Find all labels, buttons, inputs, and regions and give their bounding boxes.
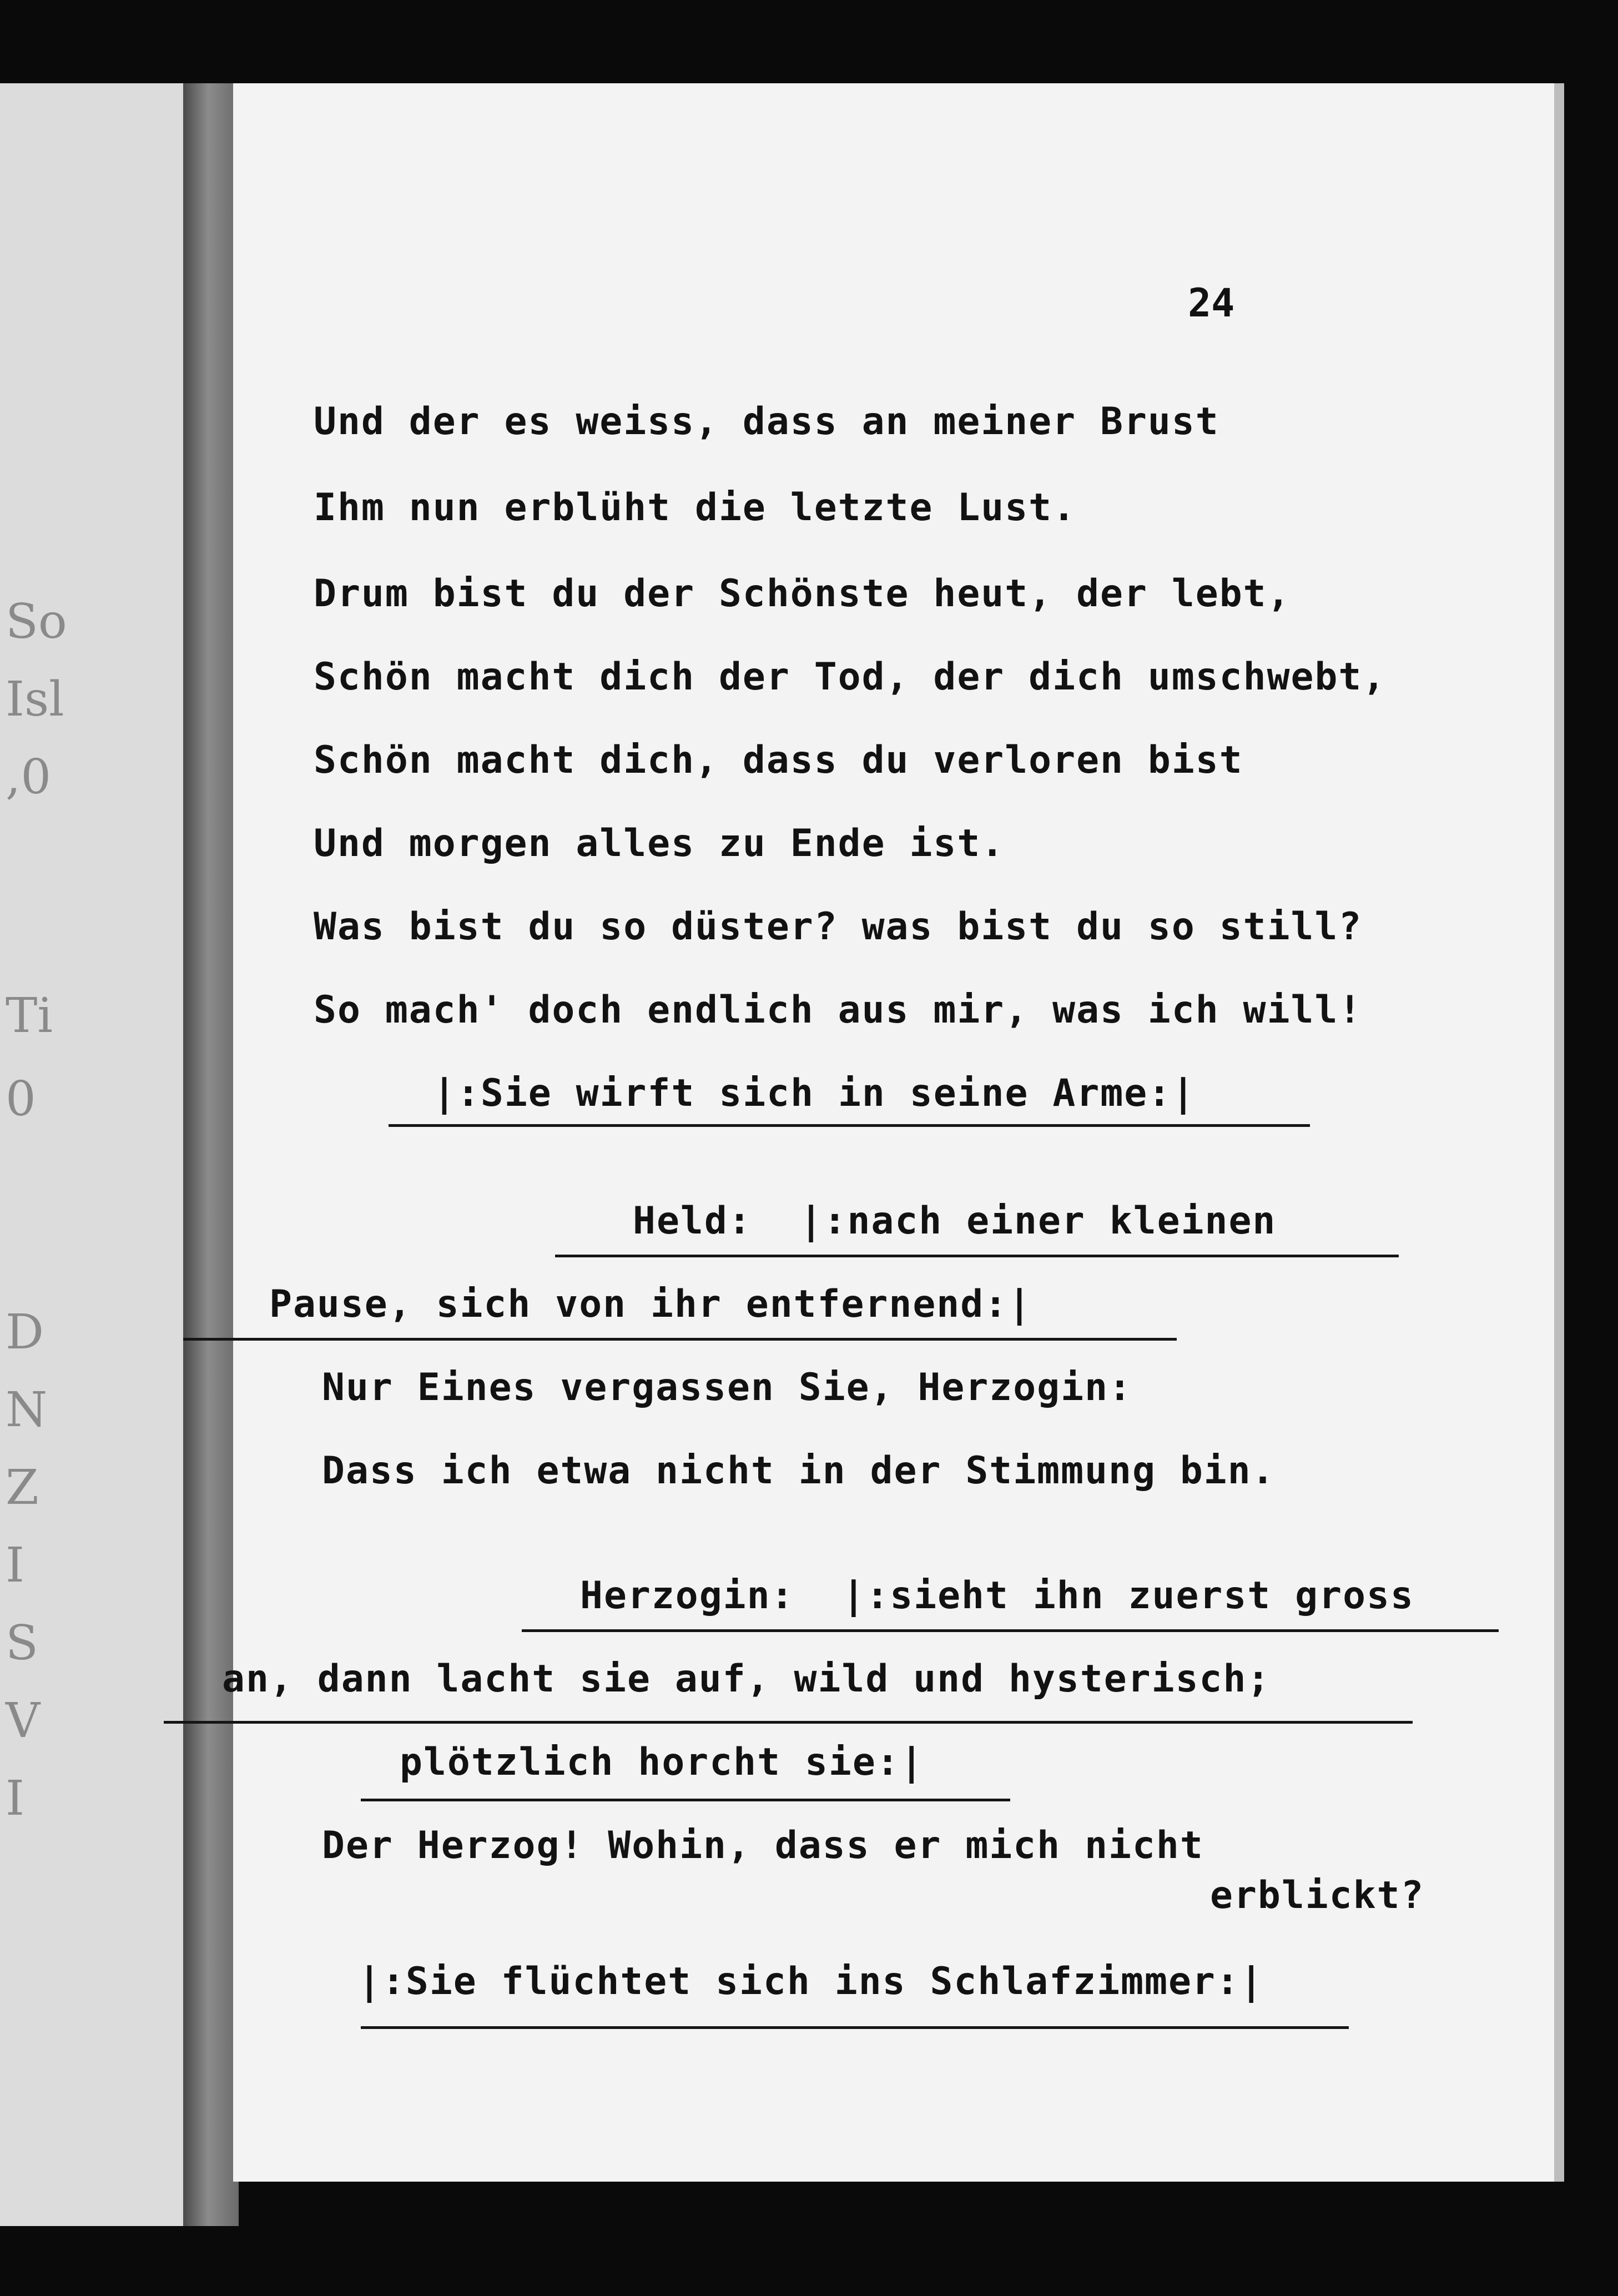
left-page-fragment: 0 [6, 1071, 36, 1127]
stage-direction: an, dann lacht sie auf, wild und hysterisch; [222, 1657, 1271, 1701]
underline-rule [183, 1338, 1177, 1341]
text-line: erblickt? [1210, 1874, 1425, 1917]
underline-rule [389, 1124, 1310, 1127]
text-line: Dass ich etwa nicht in der Stimmung bin. [322, 1449, 1276, 1493]
left-page-fragment: D [6, 1305, 44, 1360]
text-line: Schön macht dich der Tod, der dich umschwebt, [314, 655, 1387, 699]
underline-rule [361, 1799, 1010, 1801]
stage-direction: plötzlich horcht sie:| [400, 1740, 924, 1784]
text-line: Drum bist du der Schönste heut, der lebt, [314, 572, 1291, 616]
left-page-fragment: Ti [6, 988, 53, 1044]
underline-rule [361, 2026, 1349, 2029]
left-page-fragment: ,0 [6, 749, 52, 805]
stage-direction: Pause, sich von ihr entfernend:| [269, 1282, 1032, 1326]
left-page-fragment: I [6, 1538, 24, 1593]
left-page-fragment: N [6, 1382, 48, 1438]
text-line: Der Herzog! Wohin, dass er mich nicht [322, 1824, 1204, 1867]
text-line: Nur Eines vergassen Sie, Herzogin: [322, 1366, 1132, 1409]
speaker-line: Herzogin: |:sieht ihn zuerst gross [580, 1574, 1414, 1618]
left-page-fragment: Z [6, 1460, 39, 1515]
left-page-fragment: Isl [6, 672, 64, 727]
text-line: Und der es weiss, dass an meiner Brust [314, 400, 1219, 444]
page-number: 24 [1188, 280, 1235, 326]
underline-rule [522, 1629, 1499, 1632]
left-page-fragment: So [6, 594, 67, 649]
text-line: Ihm nun erblüht die letzte Lust. [314, 486, 1077, 530]
underline-rule [555, 1255, 1399, 1257]
stage-direction: |:Sie wirft sich in seine Arme:| [433, 1071, 1196, 1115]
left-page-edge [0, 83, 183, 2226]
left-page-fragment: I [6, 1771, 24, 1826]
underline-rule [164, 1721, 1413, 1724]
speaker-line: Held: |:nach einer kleinen [633, 1199, 1277, 1243]
stage-direction: |:Sie flüchtet sich ins Schlafzimmer:| [358, 1960, 1264, 2003]
text-line: Was bist du so düster? was bist du so still? [314, 905, 1363, 949]
text-line: So mach' doch endlich aus mir, was ich will! [314, 988, 1363, 1032]
left-page-fragment: V [6, 1693, 41, 1749]
text-line: Und morgen alles zu Ende ist. [314, 822, 1005, 865]
book-spine [183, 83, 239, 2226]
left-page-fragment: S [6, 1615, 38, 1671]
text-line: Schön macht dich, dass du verloren bist [314, 738, 1243, 782]
